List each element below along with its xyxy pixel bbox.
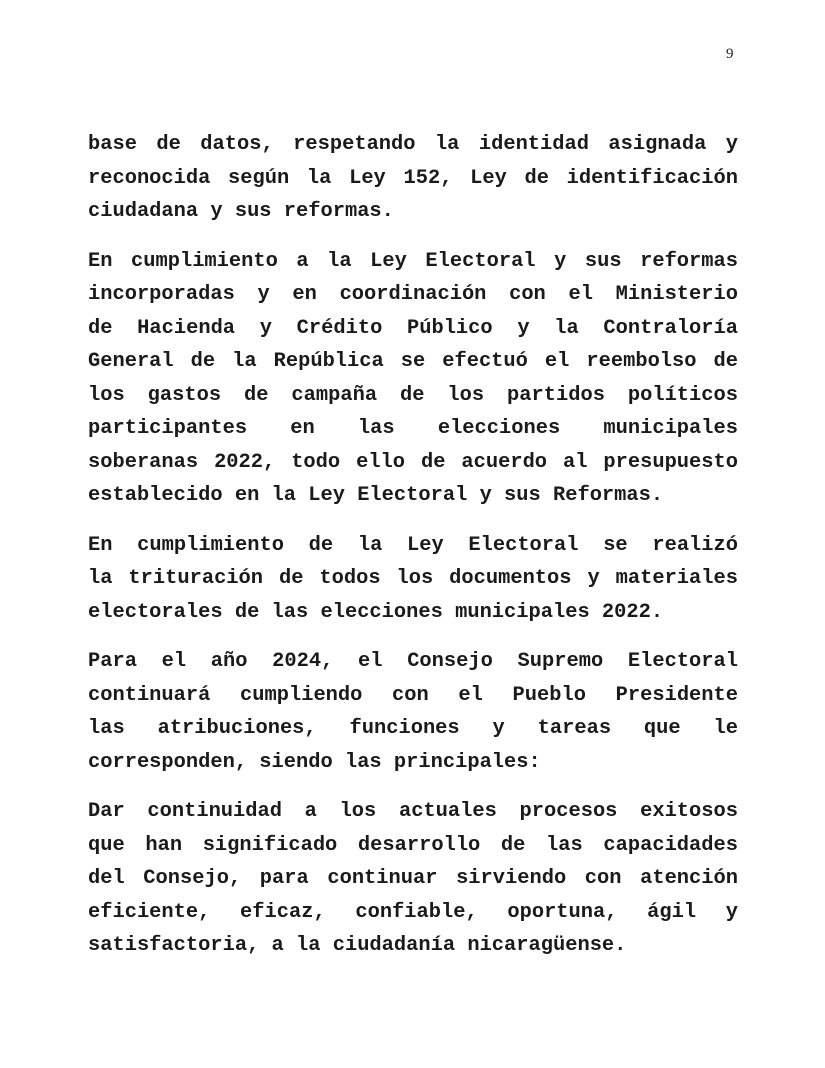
text-line: del Consejo, para continuar sirviendo con atención xyxy=(88,867,738,890)
text-line: General de la República se efectuó el reembolso de xyxy=(88,350,738,373)
text-line: participantes en las elecciones municipales xyxy=(88,417,738,440)
text-line: continuará cumpliendo con el Pueblo Presidente xyxy=(88,683,738,707)
paragraph-continuity xyxy=(88,795,738,963)
paragraph-document-shredding xyxy=(88,529,738,630)
text-line: Para el año 2024, el Consejo Supremo Electoral xyxy=(88,650,738,673)
text-line: electorales de las elecciones municipales 2022. xyxy=(88,600,664,624)
text-line: soberanas 2022, todo ello de acuerdo al presupuesto xyxy=(88,450,738,474)
text-line: En cumplimiento a la Ley Electoral y sus reformas xyxy=(88,249,738,273)
document-body xyxy=(88,128,738,979)
text-line: incorporadas y en coordinación con el Ministerio xyxy=(88,283,738,306)
text-line: los gastos de campaña de los partidos políticos xyxy=(88,383,738,407)
paragraph-2024-plans xyxy=(88,645,738,779)
page-number: 9 xyxy=(726,46,734,62)
paragraph-campaign-reimbursement xyxy=(88,245,738,513)
text-line: que han significado desarrollo de las capacidades xyxy=(88,833,738,857)
text-line: base de datos, respetando la identidad asignada y xyxy=(88,133,738,156)
text-line: reconocida según la Ley 152, Ley de identificación xyxy=(88,166,738,190)
text-line: establecido en la Ley Electoral y sus Reformas. xyxy=(88,484,664,507)
text-line: eficiente, eficaz, confiable, oportuna, ágil y xyxy=(88,900,738,924)
text-line: corresponden, siendo las principales: xyxy=(88,750,541,774)
text-line: ciudadana y sus reformas. xyxy=(88,200,394,223)
text-line: En cumplimiento de la Ley Electoral se realizó xyxy=(88,533,738,557)
text-line: Dar continuidad a los actuales procesos exitosos xyxy=(88,800,738,823)
text-line: la trituración de todos los documentos y materiales xyxy=(88,567,738,590)
paragraph-identity xyxy=(88,128,738,229)
text-line: las atribuciones, funciones y tareas que le xyxy=(88,717,738,740)
text-line: satisfactoria, a la ciudadanía nicaragüense. xyxy=(88,934,627,957)
text-line: de Hacienda y Crédito Público y la Contraloría xyxy=(88,316,738,340)
